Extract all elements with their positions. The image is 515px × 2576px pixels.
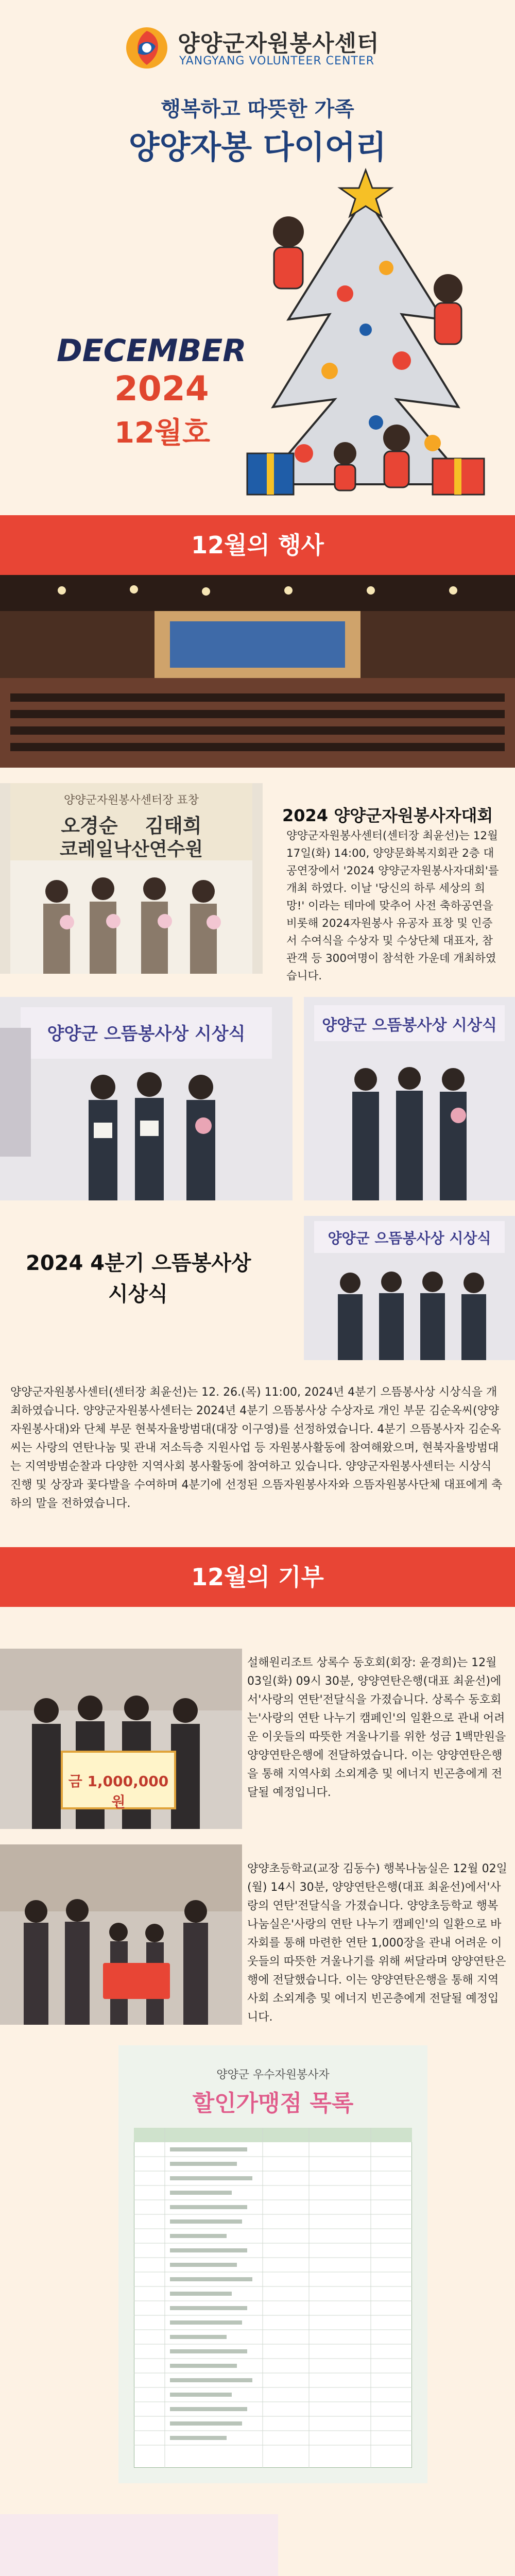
section-bar-donations <box>0 1547 515 1607</box>
donation-photo-2 <box>0 1844 242 2025</box>
section-bar-events <box>0 515 515 575</box>
center-logo <box>124 21 391 77</box>
newsletter-title: 양양자봉 다이어리 <box>128 128 387 166</box>
conference-title: 2024 양양군자원봉사자대회 <box>282 806 493 825</box>
donation-photo-1 <box>0 1649 242 1829</box>
award-banner-names: 오경순 김태희 <box>61 815 202 837</box>
volunteer-logo-icon <box>124 25 170 71</box>
tagline: 행복하고 따뜻한 가족 <box>161 97 354 121</box>
merchant-recruit-poster <box>0 2514 278 2576</box>
issue-label: 12월호 <box>114 416 211 450</box>
award-title-line1: 2024 4분기 으뜸봉사상 <box>26 1251 251 1275</box>
month-label: DECEMBER <box>57 333 247 369</box>
conference-body: 양양군자원봉사센터(센터장 최윤선)는 12월 17일(화) 14:00, 양양문화복지회관 2층 대공연장에서 '2024 양양군자원봉사자대회'를 개최 하였다. 이날 '당신의 하루 세상의 희망!' 이라는 테마에 맞추어 사전 축하공연을 비롯해 2024자원봉사 유공자 표창 및 인증서 수여식을 수상자 및 수상단체 대표자, 참관객 등 300여명이 참석한 가운데 개최하였습니다. <box>286 829 499 982</box>
award-banner-text: 양양군자원봉사센터장 표창 <box>63 794 199 807</box>
ceremony-banner-2: 양양군 으뜸봉사상 시상식 <box>322 1016 497 1035</box>
logo-korean-name: 양양군자원봉사센터 <box>178 30 380 57</box>
discount-merchants-poster <box>118 2045 427 2483</box>
ceremony-banner-1: 양양군 으뜸봉사상 시상식 <box>47 1024 246 1044</box>
christmas-tree-illustration <box>227 165 505 505</box>
poster-small-title: 양양군 우수자원봉사자 <box>216 2069 330 2081</box>
auditorium-photo <box>0 575 515 768</box>
donation-check-label: 금 1,000,000원 <box>68 1773 169 1810</box>
poster-title: 할인가맹점 목록 <box>192 2090 354 2116</box>
award-ceremony-photo-1 <box>0 997 293 1200</box>
newsletter-header <box>0 0 515 515</box>
ceremony-banner-3: 양양군 으뜸봉사상 시상식 <box>328 1230 491 1247</box>
award-ceremony-photo-2 <box>304 997 515 1200</box>
year-label: 2024 <box>114 369 209 409</box>
award-title-line2: 시상식 <box>108 1282 168 1306</box>
section-title-donations: 12월의 기부 <box>191 1563 324 1591</box>
award-banner-org: 코레일낙산연수원 <box>59 839 203 860</box>
donation-item-1: 설해원리조트 상록수 동호회(회장: 윤경희)는 12월 03일(화) 09시 30분, 양양연탄은행(대표 최윤선)에서'사랑의 연탄'전달식을 가졌습니다. 상록수 동호회는'사랑의 연탄 나누기 캠페인'의 일환으로 관내 어려운 이웃들의 따뜻한 겨울나기를 위한 성금 1백만원을 양양연탄은행에 전달하였습니다. 이는 양양연탄은행을 통해 지역사회 소외계층 및 에너지 빈곤층에게 전달될 예정입니다. <box>247 1656 506 1799</box>
merchant-table-graphic <box>134 2128 412 2468</box>
award-body: 양양군자원봉사센터(센터장 최윤선)는 12. 26.(목) 11:00, 2024년 4분기 으뜸봉사상 시상식을 개최하였습니다. 양양군자원봉사센터는 2024년 4분기 으뜸봉사상 수상자로 개인 부문 김순옥씨(양양자원봉사대)와 단체 부문 현북자율방범대(대장 이구영)를 선정하였습니다. 4분기 으뜸봉사자 김순옥씨는 사랑의 연탄나눔 및 관내 저소득층 지원사업 등 자원봉사활동에 참여해왔으며, 현북자율방범대는 지역방범순찰과 다양한 지역사회 봉사활동에 참여하고 있습니다. 양양군자원봉사센터는 시상식 진행 및 상장과 꽃다발을 수여하며 4분기에 선정된 으뜸자원봉사자와 으뜸자원봉사단체 대표에게 축하의 말을 전하였습니다. <box>10 1386 503 1510</box>
award-ceremony-photo-3 <box>304 1216 515 1360</box>
conference-award-photo <box>0 783 263 974</box>
logo-english-name: YANGYANG VOLUNTEER CENTER <box>179 55 375 67</box>
section-title-events: 12월의 행사 <box>191 531 324 559</box>
donation-item-2: 양양초등학교(교장 김동수) 행복나눔실은 12월 02일(월) 14시 30분, 양양연탄은행(대표 최윤선)에서'사랑의 연탄'전달식을 가졌습니다. 양양초등학교 행복나눔실은'사랑의 연탄 나누기 캠페인'의 일환으로 바자회를 통해 마련한 연탄 1,000장을 관내 어려운 이웃들의 따뜻한 겨울나기를 위해 써달라며 양양연탄은행에 전달했습니다. 이는 양양연탄은행을 통해 지역사회 소외계층 및 에너지 빈곤층에게 전달될 예정입니다. <box>247 1862 507 2024</box>
